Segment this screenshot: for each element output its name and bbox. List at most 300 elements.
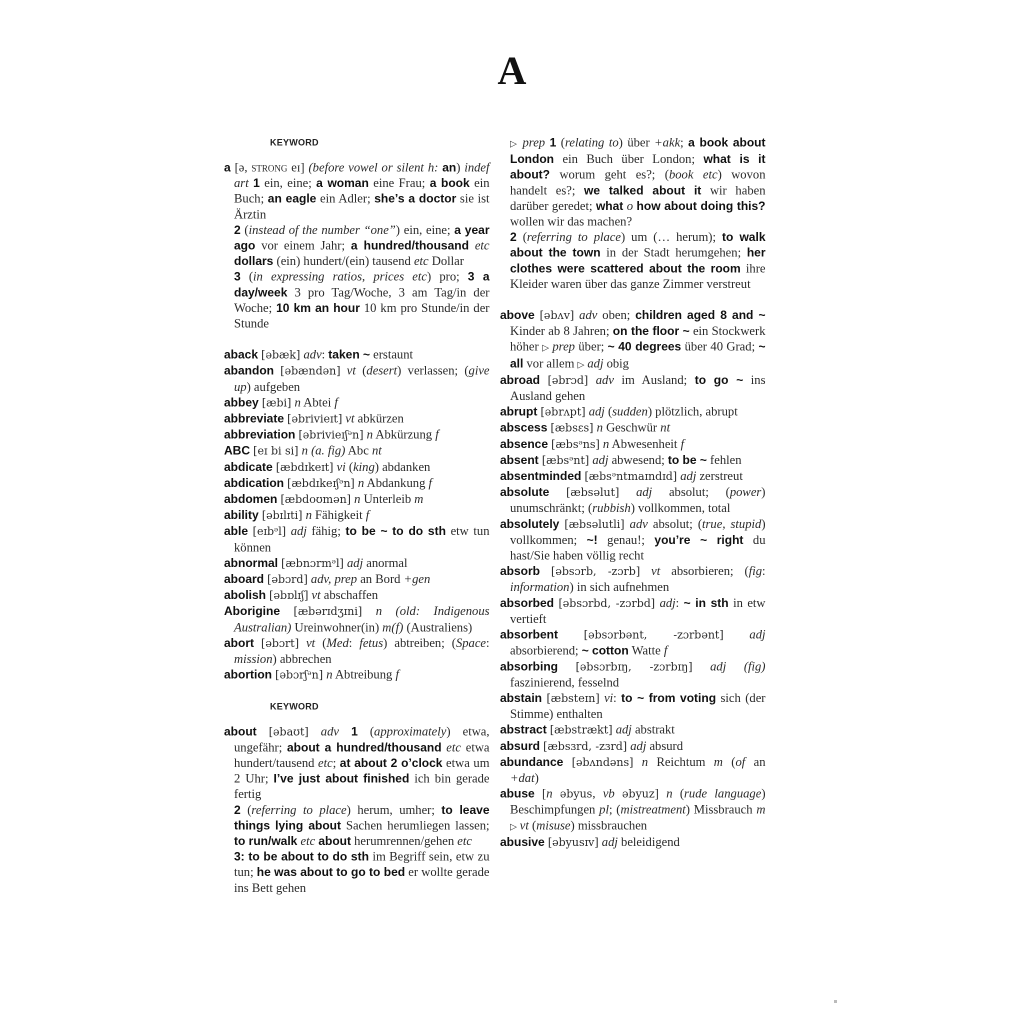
dictionary-entry [500, 469, 766, 485]
text-run: in etw vertieft [510, 596, 766, 626]
bold-phrase: abdication [224, 476, 285, 490]
italic-label: (before vowel or silent h: [308, 161, 443, 175]
italic-label: f [680, 437, 685, 451]
phonetic: [əbrivieɪt] [287, 413, 343, 426]
scan-speck [834, 1000, 837, 1003]
italic-label: m [713, 755, 723, 769]
text-run: ) über [618, 136, 655, 150]
italic-label: prep [552, 340, 575, 354]
text-run [299, 636, 306, 650]
text-run: ) missbrauchen [570, 818, 648, 833]
text-run: an Bord [357, 572, 404, 587]
bold-phrase: abdicate [224, 460, 273, 474]
bold-phrase: her clothes were scattered about the room [510, 246, 766, 276]
text-run [633, 755, 641, 769]
headword: a [224, 161, 231, 175]
text-run: ) herum, umher; [346, 803, 442, 817]
phonetic: [æbərɪdʒɪni] [293, 605, 363, 619]
text-run: ) etwa, ungefähr; [234, 724, 490, 755]
dictionary-entry [224, 508, 490, 524]
text-run: in der Stadt herumgehen; [600, 246, 747, 260]
phonetic: [æbdɪkeɪʃᵊn] [287, 477, 355, 490]
text-run: Geschwür [602, 421, 661, 435]
text-run: ) aufgeben [246, 380, 301, 394]
dictionary-entry [224, 427, 490, 443]
bold-phrase: he was about to go to bed [256, 865, 406, 880]
bold-phrase: absence [500, 437, 549, 451]
text-run: abkürzen [354, 412, 404, 426]
italic-label: approximately [374, 724, 447, 739]
phonetic: [əbændən] [280, 365, 341, 378]
bold-phrase: about [224, 724, 257, 739]
italic-label: adv [303, 348, 322, 362]
bold-phrase: abolish [224, 588, 267, 603]
dictionary-entry [224, 443, 490, 459]
text-run: : [675, 596, 684, 610]
bold-phrase: a year ago [234, 223, 490, 253]
bold-phrase: 10 km an hour [276, 301, 360, 315]
text-run [540, 373, 548, 387]
dictionary-entry [500, 372, 766, 404]
italic-label: f [365, 508, 370, 523]
bold-phrase: abdomen [224, 492, 278, 507]
italic-label: n [596, 421, 603, 435]
text-run: Abwesenheit [609, 437, 681, 451]
text-run: ( [240, 803, 252, 817]
italic-label: rubbish [592, 501, 631, 516]
phonetic: [eɪ bi si] [253, 445, 299, 458]
text-run [280, 605, 294, 619]
italic-label: nt [371, 444, 382, 458]
bold-phrase: abbreviation [224, 428, 296, 442]
bold-phrase: abuse [500, 787, 535, 801]
text-run: ein Buch; [234, 176, 490, 206]
text-run: ich bin gerade fertig [234, 772, 490, 802]
text-run: Watte [628, 644, 664, 658]
bold-phrase: to be ~ [667, 453, 707, 467]
text-run: ( [240, 270, 254, 284]
text-run: sie ist Ärztin [234, 192, 490, 222]
italic-label: mistreatment [620, 803, 686, 817]
dictionary-entry [224, 635, 490, 667]
text-run: ( [672, 787, 685, 801]
phonetic: [əbrɔd] [547, 374, 589, 387]
phonetic: [əbrʌpt] [540, 406, 586, 419]
triangle-icon: ▷ [510, 821, 520, 832]
text-run: herumrennen/gehen [350, 834, 458, 848]
dictionary-entry [224, 459, 490, 475]
italic-label: f [428, 476, 433, 490]
bold-phrase: you’re ~ right [654, 533, 744, 547]
italic-label: +dat [510, 771, 535, 785]
italic-label: indef art [234, 161, 490, 191]
bold-phrase: taken ~ [328, 348, 370, 362]
dictionary-entry [500, 564, 766, 596]
bold-phrase: ~ all [510, 340, 766, 371]
text-run [588, 373, 596, 387]
entry-body [235, 161, 461, 175]
entry-sense [224, 222, 490, 269]
bold-phrase: abortion [224, 668, 272, 682]
text-run [257, 725, 269, 739]
phonetic: əbyus [559, 788, 593, 801]
text-run: absolut; ( [647, 517, 703, 531]
text-run: 3 pro Tag/Woche, 3 am Tag/in der Woche; [234, 285, 490, 315]
text-run: absorbierend; [510, 644, 582, 658]
italic-label: f [395, 668, 399, 682]
bold-phrase: absentminded [500, 469, 582, 484]
text-run: (Australiens) [403, 620, 473, 635]
italic-label: vt [519, 818, 529, 833]
text-run: oben; [597, 308, 636, 323]
phonetic: [əbaʊt] [268, 725, 309, 739]
phonetic: [æbsəlut] [566, 486, 620, 500]
phonetic: [əbæk] [261, 349, 301, 362]
text-run: fähig; [306, 524, 346, 539]
text-run: erstaunt [370, 348, 414, 362]
phonetic: əbyuz [622, 788, 655, 801]
italic-label: adv [595, 373, 614, 387]
bold-phrase: above [500, 308, 535, 323]
bold-phrase: abbey [224, 395, 259, 410]
dictionary-entry [224, 555, 490, 571]
bold-phrase: 2 [510, 230, 517, 245]
text-run: ) abdanken [374, 460, 431, 474]
text-run: ) Missbrauch [685, 803, 757, 817]
text-run: abwesend; [608, 453, 668, 467]
phonetic: [əbʌndəns] [571, 756, 634, 769]
italic-label: adj [290, 524, 307, 539]
text-run: Reichtum [648, 755, 714, 769]
text-run: Dollar [428, 254, 464, 269]
phonetic: [əbsɔrbd, -zɔrbd] [558, 597, 656, 610]
bold-phrase: ABC [224, 444, 250, 458]
entries-list [224, 347, 490, 683]
bold-phrase: absorbent [500, 628, 559, 642]
text-run [563, 755, 571, 769]
dictionary-entry [224, 475, 490, 491]
dictionary-entry [224, 588, 490, 604]
italic-label: adj [659, 596, 676, 610]
dictionary-entry [500, 627, 766, 659]
text-run: Kinder ab 8 Jahren; [510, 324, 613, 339]
phonetic: [əbsɔrb, -zɔrb] [551, 565, 641, 579]
text-run: ( [315, 636, 327, 650]
italic-label: Space [455, 636, 487, 650]
bold-phrase: absent [500, 453, 539, 467]
bold-phrase: to go ~ [694, 373, 744, 387]
text-run [558, 628, 584, 642]
small-caps-label: strong [251, 161, 288, 175]
italic-label: true, stupid [702, 517, 762, 531]
bold-phrase: 2 [234, 223, 241, 237]
bold-phrase: to be ~ to do sth [345, 524, 446, 539]
bold-phrase: abbreviate [224, 412, 285, 426]
text-run: fehlen [706, 453, 742, 467]
entry-sense [224, 269, 490, 331]
text-run: ; [680, 136, 689, 150]
text-run: ) um (… herum); [620, 230, 722, 245]
bold-phrase: a woman [316, 176, 369, 191]
italic-label: adj [749, 628, 766, 642]
italic-label: relating to [564, 136, 619, 150]
italic-label: mission [234, 652, 273, 667]
dictionary-entry [224, 667, 490, 683]
text-run: worum geht es?; ( [549, 168, 669, 182]
text-run: ; [332, 756, 340, 770]
italic-label: prep [522, 136, 546, 150]
text-run: eine Frau; [368, 176, 430, 191]
phonetic: [əbsɔrbənt, -zɔrbənt] [583, 629, 724, 642]
text-run: ) unumschränkt; ( [510, 485, 766, 516]
italic-label: etc [446, 740, 461, 755]
text-run: ( [345, 460, 354, 474]
text-run: im Begriff sein, etw zu tun; [234, 850, 490, 880]
italic-label: vt [345, 412, 355, 426]
text-run: ) vollkommen; [510, 517, 766, 547]
italic-label: power [729, 485, 762, 500]
entry-sense [224, 802, 490, 849]
italic-label: etc [413, 254, 429, 269]
italic-label: adj [615, 723, 632, 737]
italic-label: king [353, 460, 375, 474]
dictionary-entry [224, 604, 490, 636]
text-run [549, 486, 566, 500]
dictionary-entry [500, 308, 766, 373]
text-run [615, 787, 622, 801]
triangle-icon: ▷ [542, 342, 553, 354]
text-run: ) wovon handelt es?; [510, 168, 766, 198]
dictionary-entry [500, 485, 766, 517]
text-run [339, 725, 351, 739]
phonetic: [æbstrækt] [549, 724, 613, 737]
dictionary-entry [224, 572, 490, 588]
bold-phrase: abrupt [500, 405, 538, 419]
italic-label: adv [629, 517, 648, 531]
bold-phrase: absolute [500, 485, 550, 500]
phonetic: [əbɒlɪʃ] [269, 589, 309, 603]
text-run: Sachen herumliegen lassen; [340, 818, 490, 833]
left-column [224, 135, 490, 896]
italic-label: adj (fig) [710, 659, 766, 674]
italic-label: vt [346, 364, 356, 378]
text-run: ein Stockwerk höher [510, 324, 766, 354]
text-run: Abc [345, 444, 372, 458]
phonetic: [əbɔrd] [267, 573, 308, 587]
text-run [619, 486, 636, 500]
italic-label: n (a. fig) [301, 444, 346, 458]
bold-phrase: abnormal [224, 556, 279, 570]
text-run: ( [240, 223, 249, 237]
text-run: : [486, 636, 490, 650]
text-run: ein, eine; [259, 176, 317, 191]
italic-label: adj [601, 835, 618, 849]
bold-phrase: an [442, 161, 457, 175]
text-run: er wollte gerade ins Bett gehen [234, 865, 490, 895]
text-run: über 40 Grad; [681, 340, 759, 354]
text-run [640, 565, 651, 579]
dictionary-entry [500, 436, 766, 452]
bold-phrase: 3 [234, 270, 241, 284]
bold-phrase: absolutely [500, 517, 560, 531]
bold-phrase: 1 [351, 724, 358, 739]
italic-label: give up [234, 364, 490, 394]
text-run: ( [556, 136, 565, 150]
bold-phrase: 3: to be about to do sth [234, 850, 369, 864]
bold-phrase: we talked about it [584, 183, 702, 198]
bold-phrase: able [224, 524, 249, 539]
text-run: absolut; ( [652, 485, 730, 500]
text-run [254, 636, 261, 650]
italic-label: fetus [359, 636, 384, 650]
dictionary-entry [500, 452, 766, 468]
phonetic: [æbsᵊntmaɪndɪd] [584, 470, 678, 484]
bold-phrase: to ~ from voting [621, 691, 717, 705]
text-run: Abtei [300, 395, 335, 410]
bold-phrase: a hundred/thousand [350, 239, 469, 253]
bold-phrase: how about doing this? [636, 199, 766, 213]
italic-label: rude language [684, 787, 762, 801]
text-run: : [348, 636, 360, 650]
italic-label: fig [748, 564, 763, 579]
italic-label: etc [457, 834, 472, 848]
entry-sense [500, 230, 766, 292]
text-run: vor allem [523, 356, 578, 371]
text-run: abstrakt [631, 723, 675, 737]
italic-label: m [414, 492, 424, 507]
entry-about-continued [500, 135, 766, 230]
text-run [724, 628, 750, 642]
bold-phrase: at about 2 o’clock [339, 756, 443, 770]
text-run: an [745, 755, 766, 769]
bold-phrase: dollars [234, 254, 274, 269]
italic-label: adv, prep [310, 572, 358, 587]
italic-label: sudden [612, 405, 648, 419]
text-run: beleidigend [617, 835, 680, 849]
italic-label: n [666, 787, 673, 801]
text-run: eɪ] [287, 161, 309, 175]
keyword-label: KEYWORD [270, 137, 319, 148]
italic-label: of [735, 755, 746, 769]
dictionary-entry [500, 786, 766, 834]
bold-phrase: ~! [586, 533, 598, 547]
italic-label: n [641, 755, 649, 769]
text-run: etw tun können [234, 524, 490, 555]
bold-phrase: 1 [549, 136, 557, 150]
bold-phrase: abandon [224, 364, 274, 378]
text-run: Fähigkeit [311, 508, 366, 523]
text-run: faszinierend, fesselnd [510, 675, 620, 690]
bold-phrase: an eagle [267, 192, 317, 206]
phonetic: [æbsɜrd, -zɜrd] [543, 740, 628, 753]
triangle-icon: ▷ [577, 359, 588, 370]
italic-label: vt [311, 588, 321, 603]
page-letter-heading: A [497, 48, 527, 93]
text-run: ( [516, 230, 527, 245]
text-run: ( [357, 724, 375, 739]
phonetic: [əbyusɪv] [547, 836, 599, 849]
italic-label: etc [474, 239, 490, 253]
text-run: Ureinwohner(in) [291, 620, 383, 635]
italic-label: desert [366, 364, 398, 378]
italic-label: referring to place [526, 230, 621, 245]
bold-phrase: absorbing [500, 659, 559, 674]
text-run: absurd [646, 739, 684, 753]
bold-phrase: to leave things lying about [234, 803, 490, 833]
text-run: ein Buch über London; [553, 152, 704, 167]
dictionary-entry [500, 404, 766, 420]
text-run: abschaffen [320, 588, 379, 603]
italic-label: n [354, 492, 361, 507]
italic-label: adj [587, 356, 604, 371]
text-run: ) abtreiben; ( [383, 636, 456, 650]
bold-phrase: children aged 8 and ~ [635, 308, 766, 323]
text-run: ; ( [608, 803, 621, 817]
italic-label: in expressing ratios, prices etc [253, 270, 427, 284]
italic-label: o [626, 199, 634, 213]
italic-label: adj [680, 469, 697, 484]
bold-phrase: ~ 40 degrees [607, 340, 682, 354]
italic-label: Med [326, 636, 349, 650]
dictionary-entry [500, 595, 766, 627]
phonetic: [əbɪlɪti] [261, 509, 303, 523]
text-run: ) ein, eine; [395, 223, 455, 237]
text-run: , [592, 787, 603, 801]
phonetic: [əbrivieɪʃᵊn] [298, 429, 364, 442]
text-run: : [613, 691, 622, 705]
text-run: Unterleib [360, 492, 415, 507]
text-run: anormal [363, 556, 408, 570]
dictionary-entry [500, 516, 766, 563]
italic-label: adj [346, 556, 364, 570]
bold-phrase: what [595, 199, 624, 213]
keyword-label: KEYWORD [270, 701, 319, 712]
italic-label: adj [588, 405, 605, 419]
text-run: ) abbrechen [272, 652, 332, 667]
italic-label: adj [630, 739, 647, 753]
text-run: ) vollkommen, total [630, 501, 731, 516]
text-run: wir haben darüber geredet; [510, 183, 766, 213]
entries-list [500, 308, 766, 851]
text-run: ) [456, 161, 461, 175]
text-run: etwa hundert/tausend [234, 740, 490, 770]
italic-label: f [663, 644, 668, 658]
text-run: genau!; [597, 533, 655, 547]
bold-phrase: I’ve just about finished [273, 772, 410, 786]
text-run: absorbieren; ( [660, 564, 749, 579]
italic-label: +akk [654, 136, 681, 150]
italic-label: adj [592, 453, 609, 467]
text-run: Abkürzung [372, 428, 436, 442]
italic-label: adv [579, 308, 598, 323]
italic-label: m [756, 803, 766, 817]
entry-a [224, 160, 490, 222]
dictionary-entry [224, 363, 490, 395]
bold-phrase: abusive [500, 835, 545, 849]
text-run: ) Beschimpfungen [510, 787, 766, 817]
dictionary-entry [224, 347, 490, 363]
bold-phrase: 2 [234, 803, 241, 817]
text-run: du hast/Sie haben völlig recht [510, 533, 766, 563]
bold-phrase: 1 [253, 176, 260, 191]
phonetic: [æbnɔrmᵊl] [281, 557, 344, 570]
entry-about [224, 724, 490, 803]
text-run: wollen wir das machen? [510, 215, 633, 229]
text-run: ) [534, 771, 539, 785]
italic-label: n [305, 508, 312, 523]
dictionary-entry [224, 492, 490, 508]
dictionary-entry [500, 754, 766, 786]
